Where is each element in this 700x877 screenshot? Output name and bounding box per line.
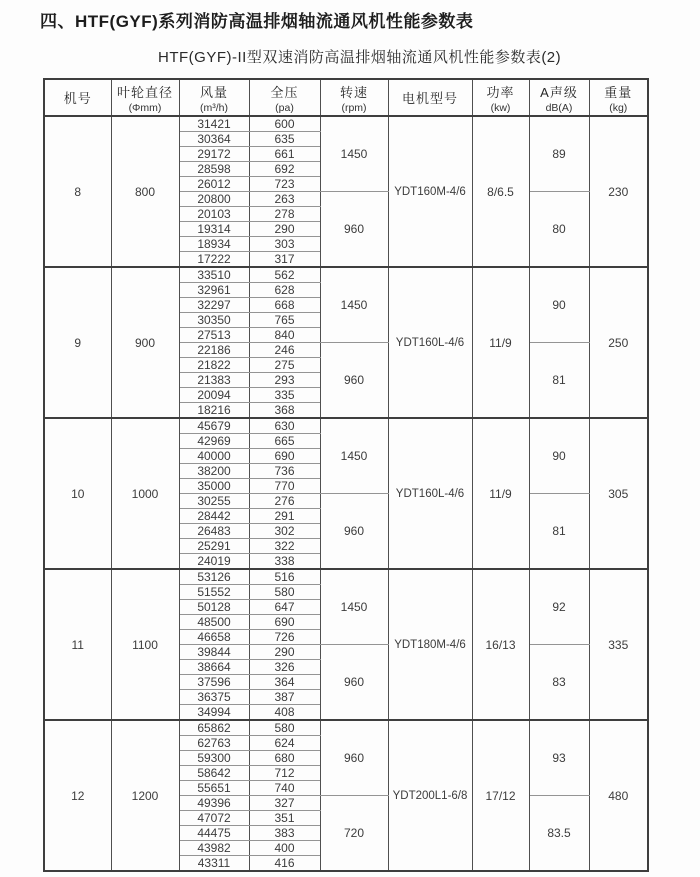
- noise-level-cell: 80: [529, 192, 589, 268]
- column-header-impeller-diameter: [111, 79, 179, 116]
- power-cell: 11/9: [472, 418, 529, 569]
- motor-model-cell: YDT160L-4/6: [388, 267, 472, 418]
- motor-model-cell: YDT180M-4/6: [388, 569, 472, 720]
- column-unit: (pa): [275, 101, 294, 114]
- airflow-cell: 43982: [179, 841, 249, 856]
- airflow-cell: 51552: [179, 585, 249, 600]
- pressure-cell: 364: [249, 675, 320, 690]
- speed-cell: 1450: [320, 116, 388, 192]
- pressure-cell: 765: [249, 313, 320, 328]
- pressure-cell: 387: [249, 690, 320, 705]
- column-name: 电机型号: [401, 91, 458, 106]
- pressure-cell: 680: [249, 751, 320, 766]
- power-cell: 17/12: [472, 720, 529, 871]
- table-row: [44, 116, 648, 132]
- pressure-cell: 293: [249, 373, 320, 388]
- table-row: [44, 267, 648, 283]
- speed-cell: 960: [320, 645, 388, 721]
- column-name: 风量: [199, 84, 228, 100]
- pressure-cell: 723: [249, 177, 320, 192]
- noise-level-cell: 93: [529, 720, 589, 796]
- column-unit: (rpm): [341, 101, 367, 114]
- motor-model-cell: YDT160M-4/6: [388, 116, 472, 267]
- airflow-cell: 49396: [179, 796, 249, 811]
- column-unit: (kg): [609, 101, 628, 114]
- airflow-cell: 40000: [179, 449, 249, 464]
- airflow-cell: 59300: [179, 751, 249, 766]
- pressure-cell: 263: [249, 192, 320, 207]
- table-body: [44, 116, 648, 871]
- airflow-cell: 44475: [179, 826, 249, 841]
- pressure-cell: 303: [249, 237, 320, 252]
- airflow-cell: 53126: [179, 569, 249, 585]
- model-no-cell: 12: [44, 720, 111, 871]
- speed-cell: 960: [320, 343, 388, 419]
- column-header-airflow: [179, 79, 249, 116]
- airflow-cell: 27513: [179, 328, 249, 343]
- airflow-cell: 37596: [179, 675, 249, 690]
- pressure-cell: 335: [249, 388, 320, 403]
- column-header-weight: [589, 79, 648, 116]
- table-row: [44, 720, 648, 736]
- power-cell: 8/6.5: [472, 116, 529, 267]
- column-header-power: [472, 79, 529, 116]
- fan-spec-table: [43, 78, 649, 872]
- table-subtitle: HTF(GYF)-II型双速消防高温排烟轴流通风机性能参数表(2): [158, 49, 562, 66]
- pressure-cell: 322: [249, 539, 320, 554]
- pressure-cell: 278: [249, 207, 320, 222]
- speed-cell: 960: [320, 192, 388, 268]
- noise-level-cell: 92: [529, 569, 589, 645]
- column-unit: (m³/h): [200, 101, 228, 114]
- airflow-cell: 20094: [179, 388, 249, 403]
- noise-level-cell: 83: [529, 645, 589, 721]
- weight-cell: 250: [589, 267, 648, 418]
- speed-cell: 1450: [320, 418, 388, 494]
- column-unit: (Φmm): [128, 101, 162, 114]
- pressure-cell: 770: [249, 479, 320, 494]
- pressure-cell: 740: [249, 781, 320, 796]
- model-no-cell: 11: [44, 569, 111, 720]
- noise-level-cell: 81: [529, 494, 589, 570]
- table-row: [44, 569, 648, 585]
- pressure-cell: 840: [249, 328, 320, 343]
- pressure-cell: 408: [249, 705, 320, 721]
- pressure-cell: 630: [249, 418, 320, 434]
- pressure-cell: 628: [249, 283, 320, 298]
- table-header: [44, 79, 648, 116]
- airflow-cell: 38664: [179, 660, 249, 675]
- weight-cell: 305: [589, 418, 648, 569]
- speed-cell: 720: [320, 796, 388, 872]
- column-name: 重量: [604, 84, 633, 100]
- airflow-cell: 28442: [179, 509, 249, 524]
- pressure-cell: 302: [249, 524, 320, 539]
- airflow-cell: 46658: [179, 630, 249, 645]
- noise-level-cell: 90: [529, 418, 589, 494]
- speed-cell: 1450: [320, 267, 388, 343]
- airflow-cell: 19314: [179, 222, 249, 237]
- airflow-cell: 20103: [179, 207, 249, 222]
- airflow-cell: 65862: [179, 720, 249, 736]
- noise-level-cell: 89: [529, 116, 589, 192]
- pressure-cell: 246: [249, 343, 320, 358]
- airflow-cell: 32297: [179, 298, 249, 313]
- pressure-cell: 290: [249, 222, 320, 237]
- airflow-cell: 30350: [179, 313, 249, 328]
- power-cell: 11/9: [472, 267, 529, 418]
- column-name: 机号: [63, 91, 92, 106]
- impeller-diameter-cell: 1000: [111, 418, 179, 569]
- column-unit: dB(A): [545, 101, 573, 114]
- airflow-cell: 48500: [179, 615, 249, 630]
- power-cell: 16/13: [472, 569, 529, 720]
- pressure-cell: 516: [249, 569, 320, 585]
- pressure-cell: 351: [249, 811, 320, 826]
- pressure-cell: 400: [249, 841, 320, 856]
- airflow-cell: 58642: [179, 766, 249, 781]
- airflow-cell: 43311: [179, 856, 249, 872]
- airflow-cell: 18216: [179, 403, 249, 419]
- speed-cell: 960: [320, 720, 388, 796]
- pressure-cell: 338: [249, 554, 320, 570]
- airflow-cell: 36375: [179, 690, 249, 705]
- airflow-cell: 29172: [179, 147, 249, 162]
- airflow-cell: 26012: [179, 177, 249, 192]
- model-no-cell: 9: [44, 267, 111, 418]
- pressure-cell: 661: [249, 147, 320, 162]
- column-header-pressure: [249, 79, 320, 116]
- pressure-cell: 327: [249, 796, 320, 811]
- airflow-cell: 18934: [179, 237, 249, 252]
- airflow-cell: 33510: [179, 267, 249, 283]
- airflow-cell: 17222: [179, 252, 249, 268]
- airflow-cell: 21383: [179, 373, 249, 388]
- column-header-speed: [320, 79, 388, 116]
- header-row: [44, 79, 648, 116]
- pressure-cell: 690: [249, 449, 320, 464]
- pressure-cell: 624: [249, 736, 320, 751]
- airflow-cell: 39844: [179, 645, 249, 660]
- impeller-diameter-cell: 1100: [111, 569, 179, 720]
- column-name: 功率: [486, 84, 515, 100]
- airflow-cell: 26483: [179, 524, 249, 539]
- weight-cell: 230: [589, 116, 648, 267]
- pressure-cell: 368: [249, 403, 320, 419]
- airflow-cell: 55651: [179, 781, 249, 796]
- pressure-cell: 291: [249, 509, 320, 524]
- page-title: 四、HTF(GYF)系列消防高温排烟轴流通风机性能参数表: [40, 12, 474, 31]
- column-header-model-no: [44, 79, 111, 116]
- airflow-cell: 34994: [179, 705, 249, 721]
- pressure-cell: 668: [249, 298, 320, 313]
- airflow-cell: 24019: [179, 554, 249, 570]
- column-name: A声级: [540, 84, 578, 100]
- pressure-cell: 635: [249, 132, 320, 147]
- pressure-cell: 580: [249, 720, 320, 736]
- impeller-diameter-cell: 900: [111, 267, 179, 418]
- pressure-cell: 290: [249, 645, 320, 660]
- pressure-cell: 326: [249, 660, 320, 675]
- column-name: 叶轮直径: [116, 84, 173, 100]
- pressure-cell: 317: [249, 252, 320, 268]
- airflow-cell: 20800: [179, 192, 249, 207]
- column-header-motor-model: [388, 79, 472, 116]
- airflow-cell: 22186: [179, 343, 249, 358]
- motor-model-cell: YDT200L1-6/8: [388, 720, 472, 871]
- airflow-cell: 42969: [179, 434, 249, 449]
- column-unit: (kw): [490, 101, 511, 114]
- airflow-cell: 47072: [179, 811, 249, 826]
- pressure-cell: 692: [249, 162, 320, 177]
- airflow-cell: 31421: [179, 116, 249, 132]
- pressure-cell: 383: [249, 826, 320, 841]
- pressure-cell: 726: [249, 630, 320, 645]
- model-no-cell: 10: [44, 418, 111, 569]
- impeller-diameter-cell: 800: [111, 116, 179, 267]
- weight-cell: 480: [589, 720, 648, 871]
- motor-model-cell: YDT160L-4/6: [388, 418, 472, 569]
- airflow-cell: 21822: [179, 358, 249, 373]
- airflow-cell: 35000: [179, 479, 249, 494]
- pressure-cell: 416: [249, 856, 320, 872]
- speed-cell: 960: [320, 494, 388, 570]
- column-name: 转速: [339, 84, 368, 100]
- pressure-cell: 580: [249, 585, 320, 600]
- pressure-cell: 736: [249, 464, 320, 479]
- airflow-cell: 28598: [179, 162, 249, 177]
- pressure-cell: 712: [249, 766, 320, 781]
- airflow-cell: 25291: [179, 539, 249, 554]
- speed-cell: 1450: [320, 569, 388, 645]
- column-header-noise-level: [529, 79, 589, 116]
- airflow-cell: 30255: [179, 494, 249, 509]
- impeller-diameter-cell: 1200: [111, 720, 179, 871]
- airflow-cell: 30364: [179, 132, 249, 147]
- noise-level-cell: 90: [529, 267, 589, 343]
- pressure-cell: 665: [249, 434, 320, 449]
- pressure-cell: 690: [249, 615, 320, 630]
- pressure-cell: 600: [249, 116, 320, 132]
- noise-level-cell: 81: [529, 343, 589, 419]
- airflow-cell: 62763: [179, 736, 249, 751]
- pressure-cell: 276: [249, 494, 320, 509]
- weight-cell: 335: [589, 569, 648, 720]
- airflow-cell: 32961: [179, 283, 249, 298]
- airflow-cell: 38200: [179, 464, 249, 479]
- model-no-cell: 8: [44, 116, 111, 267]
- pressure-cell: 647: [249, 600, 320, 615]
- pressure-cell: 275: [249, 358, 320, 373]
- table-row: [44, 418, 648, 434]
- pressure-cell: 562: [249, 267, 320, 283]
- airflow-cell: 50128: [179, 600, 249, 615]
- airflow-cell: 45679: [179, 418, 249, 434]
- noise-level-cell: 83.5: [529, 796, 589, 872]
- column-name: 全压: [270, 84, 299, 100]
